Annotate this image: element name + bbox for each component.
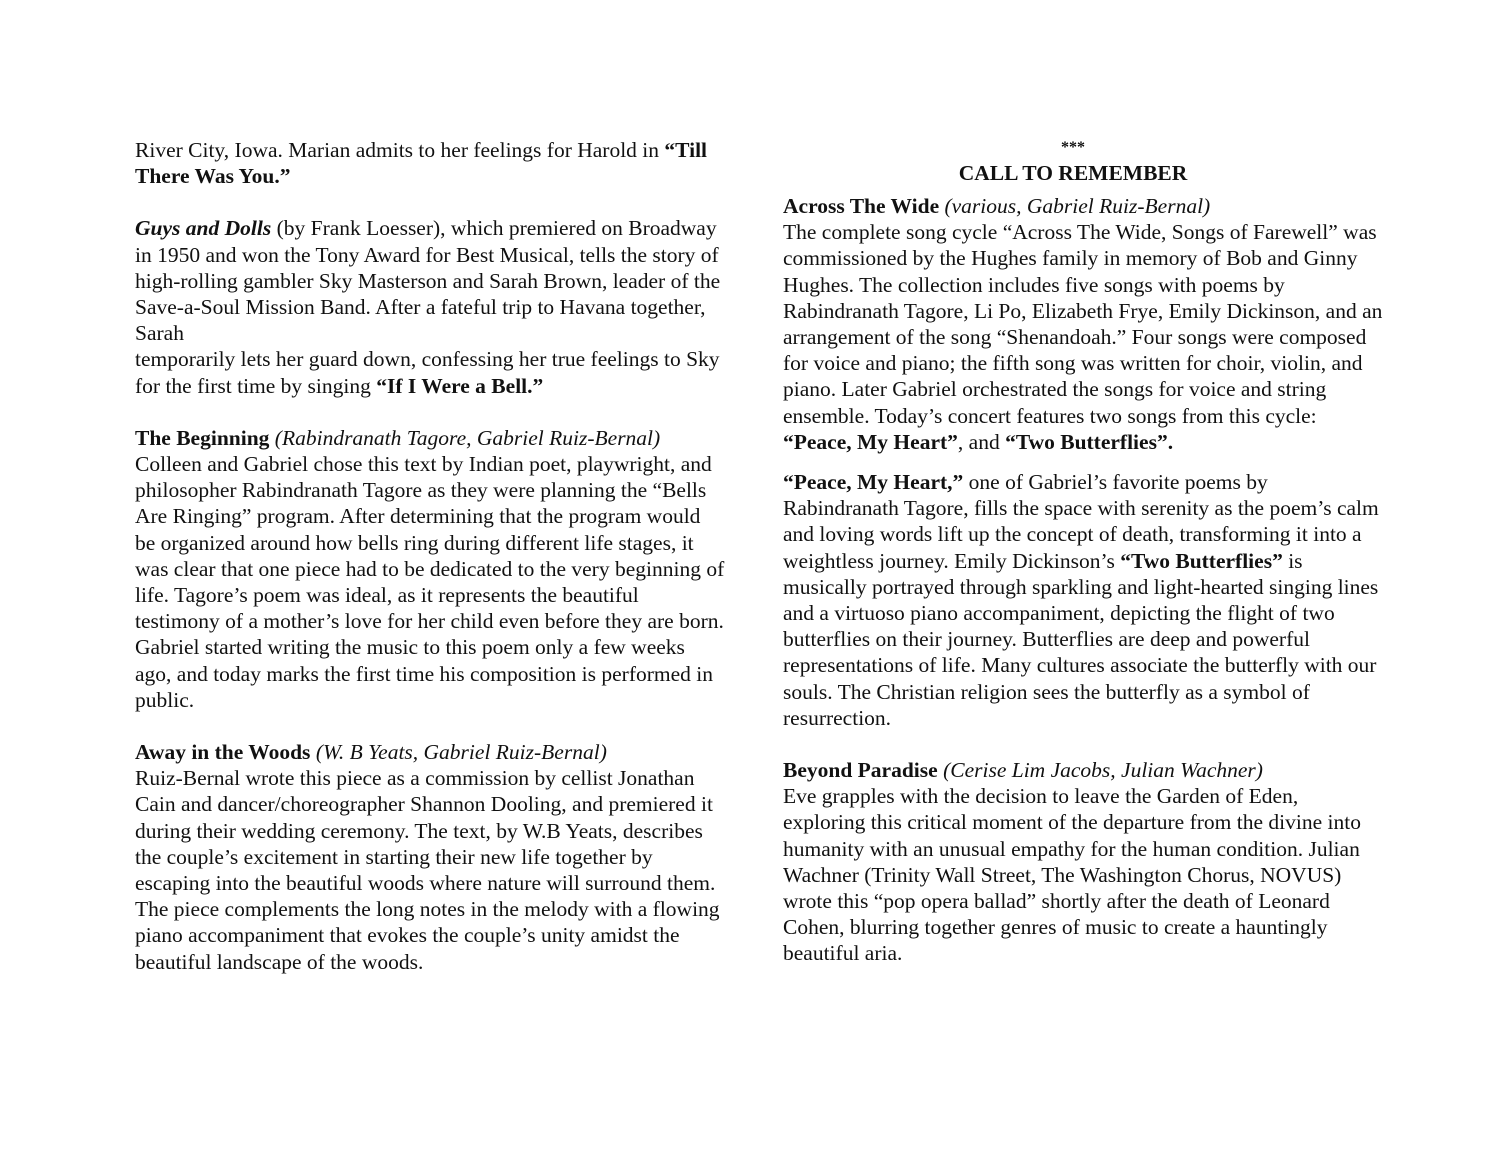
paragraph-text: , and <box>957 429 1006 454</box>
show-title: Guys and Dolls <box>135 216 272 241</box>
piece-title: Across The Wide <box>783 194 940 218</box>
song-title: “Two Butterflies”. <box>1005 429 1174 454</box>
piece-title: Away in the Woods <box>135 740 311 765</box>
left-column <box>135 137 725 975</box>
paragraph-text: one of Gabriel’s favorite poems by Rabindranath Tagore, fills the space with serenity as the poem’s calm and loving words lift up the concept of death, transforming it into a weightless journey. Emily Dickinson’s <box>783 470 1379 573</box>
paragraph-text: River City, Iowa. Marian admits to her feelings for Harold in <box>135 138 665 162</box>
piece-credit: (Cerise Lim Jacobs, Julian Wachner) <box>937 758 1263 783</box>
paragraph-text-continued: temporarily lets her guard down, confessing her true feelings to Sky for the first time by singing <box>135 347 720 398</box>
paragraph-text: (by Frank Loesser), which premiered on Broadway in 1950 and won the Tony Award for Best Musical, tells the story of high-rolling gambler Sky Masterson and Sarah Brown, leader of the Save-a-Soul Mission Band. After a fateful trip to Havana together, Sarah <box>135 216 721 346</box>
paragraph-text: Colleen and Gabriel chose this text by Indian poet, playwright, and philosopher Rabindranath Tagore as they were planning the “Bells Are Ringing” program. After determining that the program would be organized around how bells ring during different life stages, it was clear that one piece had to be dedicated to the very beginning of life. Tagore’s poem was ideal, as it represents the beautiful testimony of a mother’s love for her child even before they are born. Gabriel started writing the music to this poem only a few weeks ago, and today marks the first time his composition is performed in public. <box>135 452 725 712</box>
left-paragraph-away-in-the-woods <box>135 739 725 975</box>
left-paragraph-the-beginning <box>135 425 725 713</box>
piece-credit: (W. B Yeats, Gabriel Ruiz-Bernal) <box>310 740 607 765</box>
paragraph-text: is musically portrayed through sparkling and light-hearted singing lines and a virtuoso piano accompaniment, depicting the flight of two butterflies on their journey. Butterflies are deep and powerful representations of life. Many cultures associate the butterfly with our souls. The Christian religion sees the butterfly as a symbol of resurrection. <box>783 548 1379 730</box>
song-title: “Peace, My Heart,” <box>783 470 964 495</box>
section-title: CALL TO REMEMBER <box>958 161 1188 185</box>
right-paragraph-peace-my-heart <box>783 469 1383 731</box>
left-paragraph-guys-and-dolls <box>135 215 725 398</box>
section-heading <box>783 137 1363 187</box>
right-paragraph-across-the-wide <box>783 193 1383 455</box>
song-title: “If I Were a Bell.” <box>376 373 544 398</box>
piece-credit: (various, Gabriel Ruiz-Bernal) <box>939 194 1211 218</box>
song-title: “Till There Was You.” <box>135 138 708 189</box>
piece-credit: (Rabindranath Tagore, Gabriel Ruiz-Bernal) <box>269 425 661 450</box>
left-paragraph-music-man <box>135 137 725 189</box>
paragraph-text: Ruiz-Bernal wrote this piece as a commission by cellist Jonathan Cain and dancer/choreographer Shannon Dooling, and premiered it during their wedding ceremony. The text, by W.B Yeats, describes the couple’s excitement in starting their new life together by escaping into the beautiful woods where nature will surround them. The piece complements the long notes in the melody with a flowing piano accompaniment that evokes the couple’s unity amidst the beautiful landscape of the woods. <box>135 766 720 974</box>
paragraph-text: The complete song cycle “Across The Wide, Songs of Farewell” was commissioned by the Hughes family in memory of Bob and Ginny Hughes. The collection includes five songs with poems by Rabindranath Tagore, Li Po, Elizabeth Frye, Emily Dickinson, and an arrangement of the song “Shenandoah.” Four songs were composed for voice and piano; the fifth song was written for choir, violin, and piano. Later Gabriel orchestrated the songs for voice and string ensemble. Today’s concert features two songs from this cycle: <box>783 220 1383 428</box>
paragraph-text: Eve grapples with the decision to leave the Garden of Eden, exploring this critical moment of the departure from the divine into humanity with an unusual empathy for the human condition. Julian Wachner (Trinity Wall Street, The Washington Chorus, NOVUS) wrote this “pop opera ballad” shortly after the death of Leonard Cohen, blurring together genres of music to create a hauntingly beautiful aria. <box>783 784 1361 966</box>
right-column <box>783 137 1383 967</box>
right-paragraph-beyond-paradise <box>783 757 1383 967</box>
piece-title: The Beginning <box>135 425 270 450</box>
section-divider-stars: *** <box>1061 139 1085 156</box>
piece-title: Beyond Paradise <box>783 758 938 783</box>
song-title: “Peace, My Heart” <box>783 429 958 454</box>
song-title: “Two Butterflies” <box>1120 548 1283 573</box>
